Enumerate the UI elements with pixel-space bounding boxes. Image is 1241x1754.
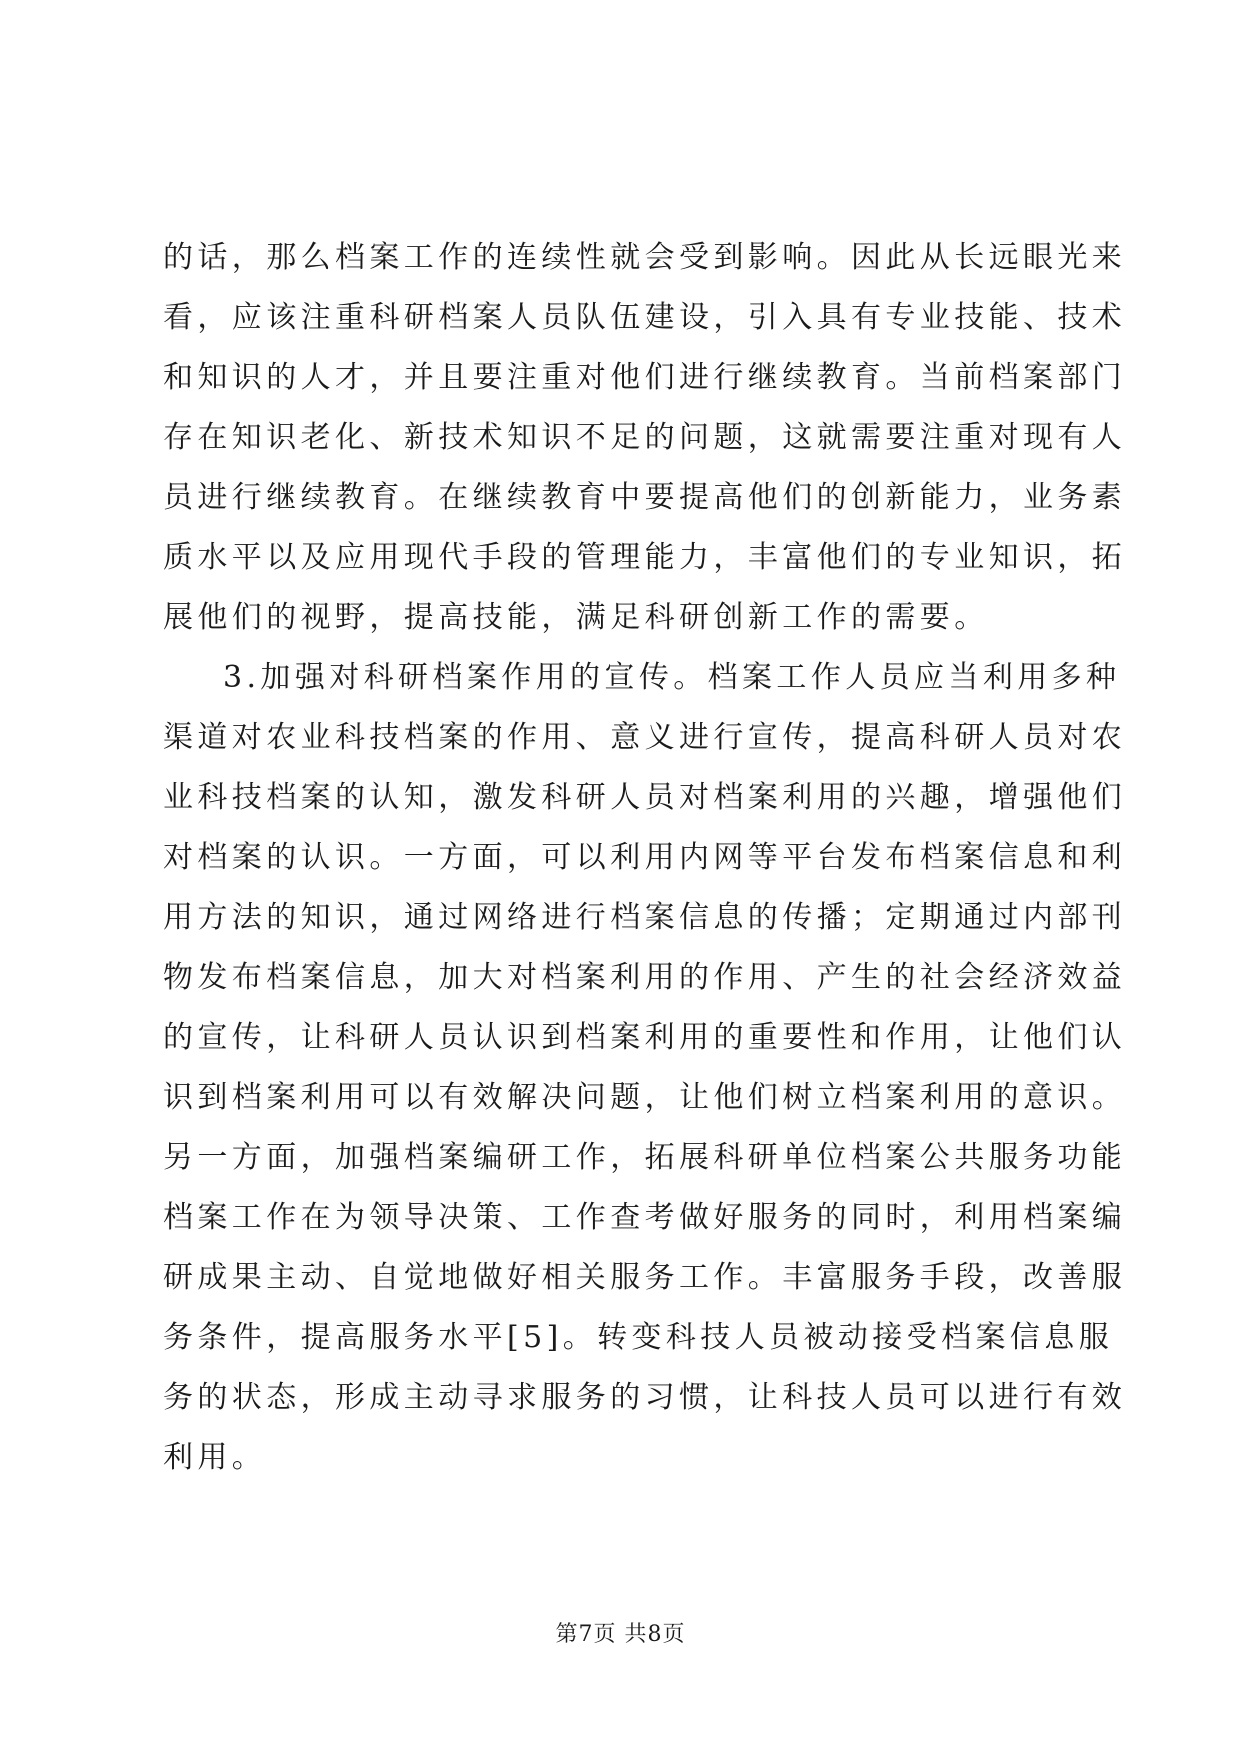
paragraph-start-line: 3.加强对科研档案作用的宣传。档案工作人员应当利用多种 (223, 660, 1121, 695)
text-line: 存在知识老化、新技术知识不足的问题，这就需要注重对现有人 (163, 420, 1127, 455)
text-line: 展他们的视野，提高技能，满足科研创新工作的需要。 (163, 600, 989, 635)
text-line: 档案工作在为领导决策、工作查考做好服务的同时，利用档案编 (163, 1200, 1127, 1235)
text-line: 业科技档案的认知，激发科研人员对档案利用的兴趣，增强他们 (163, 780, 1127, 815)
body-text (163, 228, 1127, 1488)
text-line: 的话，那么档案工作的连续性就会受到影响。因此从长远眼光来 (163, 240, 1127, 275)
text-line: 研成果主动、自觉地做好相关服务工作。丰富服务手段，改善服 (163, 1260, 1127, 1295)
text-line: 识到档案利用可以有效解决问题，让他们树立档案利用的意识。 (163, 1080, 1127, 1115)
text-line: 利用。 (163, 1440, 267, 1475)
page-number-footer: 第7页 共8页 (555, 1622, 686, 1647)
text-line: 物发布档案信息，加大对档案利用的作用、产生的社会经济效益 (163, 960, 1127, 995)
text-line: 质水平以及应用现代手段的管理能力，丰富他们的专业知识，拓 (163, 540, 1127, 575)
text-line: 和知识的人才，并且要注重对他们进行继续教育。当前档案部门 (163, 360, 1127, 395)
text-line: 的宣传，让科研人员认识到档案利用的重要性和作用，让他们认 (163, 1020, 1127, 1055)
text-line: 务条件，提高服务水平[5]。转变科技人员被动接受档案信息服 (163, 1320, 1114, 1355)
text-line: 另一方面，加强档案编研工作，拓展科研单位档案公共服务功能 (163, 1140, 1127, 1175)
text-line: 渠道对农业科技档案的作用、意义进行宣传，提高科研人员对农 (163, 720, 1127, 755)
text-line: 务的状态，形成主动寻求服务的习惯，让科技人员可以进行有效 (163, 1380, 1127, 1415)
text-line: 对档案的认识。一方面，可以利用内网等平台发布档案信息和利 (163, 840, 1127, 875)
text-line: 员进行继续教育。在继续教育中要提高他们的创新能力，业务素 (163, 480, 1127, 515)
text-line: 用方法的知识，通过网络进行档案信息的传播；定期通过内部刊 (163, 900, 1127, 935)
text-line: 看，应该注重科研档案人员队伍建设，引入具有专业技能、技术 (163, 300, 1127, 335)
